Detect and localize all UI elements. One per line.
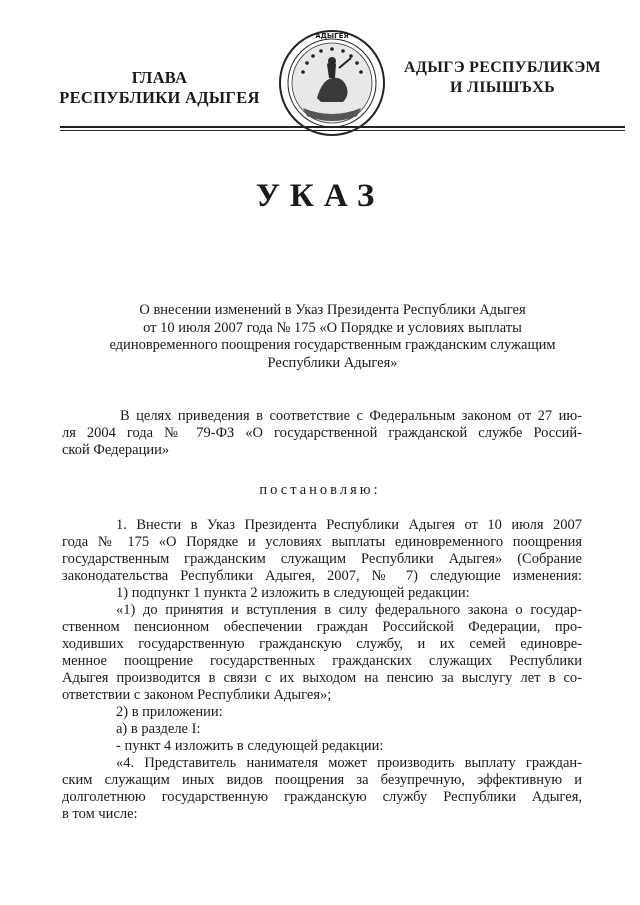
body-line: 1. Внести в Указ Президента Республики Адыгея от 10 июля 2007 [116,517,582,533]
subject-line: О внесении изменений в Указ Президента Республики Адыгея [139,302,526,318]
body-line: менное поощрение государственных гражданских служащих Республики [62,653,582,669]
emblem-text: АДЫГЕЯ [315,32,349,40]
header-left-line1: ГЛАВА [131,68,188,87]
republic-emblem-icon [277,28,387,138]
preamble-line: ля 2004 года № 79-ФЗ «О государственной гражданской службе Россий- [62,425,582,441]
preamble-line: ской Федерации» [62,442,170,458]
decree-body [62,517,582,823]
preamble-line: В целях приведения в соответствие с Федеральным законом от 27 ию- [120,408,582,424]
body-line: ответствии с законом Республики Адыгея»; [62,687,332,703]
header-rule-thick [60,126,625,128]
header-left-line2: РЕСПУБЛИКИ АДЫГЕЯ [59,88,260,107]
body-line: - пункт 4 изложить в следующей редакции: [116,738,384,754]
body-line: «1) до принятия и вступления в силу федерального закона о государ- [116,602,582,618]
subject-line: единовременного поощрения государственным гражданским служащим [109,337,556,353]
body-line: долголетнюю государственную гражданскую службу Республики Адыгея, [62,789,582,805]
body-line: 2) в приложении: [116,704,223,720]
document-subject [70,302,595,372]
header-right-line2: И ЛІЫШЪХЬ [450,79,555,96]
body-line: а) в разделе I: [116,721,201,737]
subject-line: от 10 июля 2007 года № 175 «О Порядке и условиях выплаты [143,319,522,336]
body-line: ским служащим иных видов поощрения за безупречную, эффективную и [62,772,582,788]
body-line: Адыгея производится в связи с их выходом на пенсию за выслугу лет в со- [62,670,582,686]
postanovlyayu-heading: постановляю: [259,482,381,498]
header-right-line1: АДЫГЭ РЕСПУБЛИКЭМ [404,59,601,76]
header-left [52,68,267,108]
body-line: «4. Представитель нанимателя может производить выплату граждан- [116,755,582,771]
body-line: 1) подпункт 1 пункта 2 изложить в следующей редакции: [116,585,470,601]
document-title: УКАЗ [255,178,385,214]
body-line: ственном пенсионном обеспечении граждан Российской Федерации, про- [62,619,582,635]
body-line: в том числе: [62,806,138,822]
body-line: года № 175 «О Порядке и условиях выплаты единовременного поощрения [62,534,582,550]
subject-line: Республики Адыгея» [267,354,398,371]
header-rule-thin [60,130,625,131]
body-line: законодательства Республики Адыгея, 2007, № 7) следующие изменения: [62,568,582,584]
body-line: ходивших государственную гражданскую службу, и их семей единовре- [62,636,582,652]
body-line: государственным гражданским служащим Республики Адыгея» (Собрание [62,551,582,567]
header-right [385,58,620,98]
preamble [62,408,582,459]
